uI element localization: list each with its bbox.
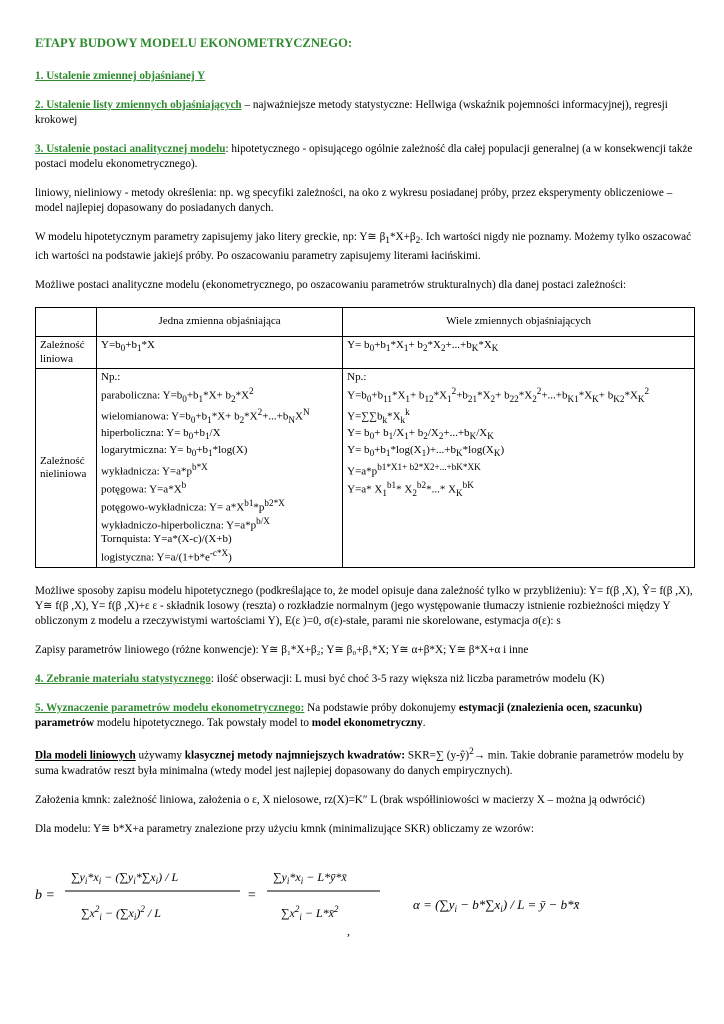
paragraph-analytic-forms: Możliwe postaci analityczne modelu (ekonometrycznego, po oszacowaniu parametrów strukturalnych) dla danej postaci zależności: [35, 279, 627, 292]
kmnk-formulas [35, 851, 695, 941]
step-2-heading: 2. Ustalenie listy zmiennych objaśniających [35, 99, 242, 111]
model-forms-table [35, 307, 695, 568]
params-text-c: . Ich wartości nigdy nie poznamy. Możemy tylko oszacować ich wartości na podstawie jakiejś próby. Po oszacowaniu parametry zapisujemy literami łacińskimi. [35, 231, 692, 263]
step-5-text-3: . [422, 717, 426, 730]
np-label-2: Np.: [347, 371, 367, 384]
step-3-text: : hipotetycznego - opisującego ogólnie zależność dla całej populacji generalnej (a w konsekwencji także postaci modelu ekonometrycznego). [35, 143, 693, 170]
params-text-a: W modelu hipotetycznym parametry zapisujemy jako litery greckie, np: Y≅ β [35, 231, 386, 243]
kmnk-bold: klasycznej metody najmniejszych kwadratów: [184, 749, 406, 762]
step-4-text: : ilość obserwacji: L musi być choć 3-5 razy większa niż liczba parametrów modelu (K) [210, 673, 605, 686]
table-row-nonlinear [36, 369, 695, 568]
table-header-row [36, 308, 695, 337]
paragraph-linear-nonlinear: liniowy, nieliniowy - metody określenia: np. wg specyfiki zależności, na oko z wykresu posiadanej próby, przez eksperymenty obliczeniowe – model najlepiej dopasowany do posiadanych danych. [35, 187, 673, 214]
step-5-bold-2: model ekonometryczny [311, 717, 423, 730]
svg-text:∑yi*xi − L*ȳ*x̄: $\sum y_i*x_i$ − L*ȳ*x̄ [273, 869, 347, 886]
row-label-nonlinear: Zależność nieliniowa [36, 369, 97, 568]
svg-text:b =: b = [35, 887, 55, 903]
np-label: Np.: [101, 371, 121, 384]
step-2 [35, 98, 695, 128]
svg-text:=: = [247, 887, 257, 903]
paragraph-kmnk-assumptions: Założenia kmnk: zależność liniowa, założenia o ε, X nielosowe, rz(X)=K″ L (brak współliniowości w macierzy X – można ją odwrócić) [35, 793, 645, 806]
nonlinear-one-var-formulas: Np.: paraboliczna: $Y=b_0+b_1*X+ b_2*X^2$ wielomianowa: $Y=b_0+b_1*X+ b_2*X^2+...+b_NX^N$ hiperboliczna: $Y= b_0+b_1/X$ logarytmiczna: $Y= b_0+b_1*\log(X)$ wykładnicza: $Y=a*p^{b*X}$ potęgowa: $Y=a*X^b$ potęgowo-wykładnicza: $Y= a*X^{b1}*p^{b2*X}$ wykładniczo-hiperboliczna: $Y=a*p^{b/X}$ Tornquista: Y=a*(X-c)/(X+b) logistyczna: $Y=a/(1+b*e^{-c*X})$ [97, 369, 343, 568]
step-1-heading: 1. Ustalenie zmiennej objaśnianej Y [35, 70, 206, 82]
step-5 [35, 701, 695, 731]
svg-text:∑yi*xi − (∑yi*∑xi) / L: $\sum y_i*x_i - (\sum y_i*\sum x_i) / L$ [71, 869, 179, 886]
paragraph-model-formulas: Dla modelu: Y≅ b*X+a parametry znalezione przy użyciu kmnk (minimalizujące SKR) obliczamy ze wzorów: [35, 822, 534, 835]
step-5-text-2: modelu hipotetycznego. Tak powstały model to [94, 717, 312, 730]
params-text-b: *X+β [389, 231, 416, 243]
step-5-text-1: Na podstawie próby dokonujemy [304, 702, 459, 715]
step-5-heading: 5. Wyznaczenie parametrów modelu ekonometrycznego: [35, 702, 305, 715]
paragraph-kmnk: Dla modeli liniowych używamy klasycznej metody najmniejszych kwadratów: SKR=∑ (y-ŷ)$^2$→ min. Takie dobranie parametrów modelu by suma kwadratów reszt była minimalna (wtedy model jest najlepiej dopasowany do danych empirycznych). [35, 747, 684, 777]
kmnk-text-1: używamy [135, 749, 185, 762]
paragraph-notation: Możliwe sposoby zapisu modelu hipotetycznego (podkreślające to, że model opisuje dana zależność tylko w przybliżeniu): Y= f(β ,X), Ŷ= f(β ,X), Y≅ f(β ,X), Y= f(β ,X)+ε ε - składnik losowy (reszta) o rozkładzie normalnym (jego występowanie tłumaczy istnienie rozbieżności między Y obliczonym z modelu a rzeczywistymi wartościami Y), E(ε )=0, σ(ε)-stałe, parami nie skorelowane, estymacja σ(ε): s [35, 585, 693, 628]
step-4 [35, 672, 695, 687]
document-page [35, 36, 695, 941]
svg-text:α = (∑yi − b*∑xi) / L = ȳ − b*: $\alpha = (\sum y_i - b*\sum x_i) / L$ = ȳ − b*x̄ [413, 896, 580, 914]
paragraph-linear-notations: Zapisy parametrów liniowego (różne konwencje): Y≅ β₁*X+β₂; Y≅ β₀+β₁*X; Y≅ α+β*X; Y≅ β*X+α i inne [35, 644, 529, 657]
step-2-text: – najważniejsze metody statystyczne: Hellwiga (wskaźnik pojemności informacyjnej), regresji krokowej [35, 99, 668, 126]
table-corner-cell [36, 308, 97, 337]
kmnk-underlined: Dla modeli liniowych [35, 749, 136, 762]
paragraph-greek-params: W modelu hipotetycznym parametry zapisujemy jako litery greckie, np: Y≅ $\beta_1*X+\beta_2$. Ich wartości nigdy nie poznamy. Możemy tylko oszacować ich wartości na podstawie jakiejś próby. Po oszacowaniu parametry zapisujemy literami łacińskimi. [35, 231, 692, 263]
table-row-linear [36, 337, 695, 369]
svg-text:,: , [347, 923, 350, 938]
step-3 [35, 142, 695, 172]
step-1 [35, 69, 695, 84]
col-one-variable: Jedna zmienna objaśniająca [97, 308, 343, 337]
svg-text:∑x2i − (∑xi)2 / L: $\sum x^2_i - (\sum x_i)^2 / L$ [81, 903, 161, 922]
linear-many-var-formula: $Y= b_0+b_1*X_1+ b_2*X_2+...+b_K*X_K$ [343, 337, 695, 369]
step-5-bold-1: estymacji (znalezienia ocen, szacunku) parametrów [35, 702, 643, 730]
step-3-heading: 3. Ustalenie postaci analitycznej modelu [35, 143, 226, 155]
svg-text:∑x2i − L*x̄2: $\sum x^2_i$ − L*x̄$^2$ [281, 903, 339, 922]
nonlinear-many-var-formulas: Np.: $Y=b_0+b_{11}*X_1+ b_{12}*X_1^2+b_{21}*X_2+ b_{22}*X_2^2+...+b_{K1}*X_K+ b_{K2}*X_K^2$ $Y=\sum\sum b_k*X_k^k$ $Y= b_0+ b_1/X_1+ b_2/X_2+...+b_K/X_K$ $Y= b_0+b_1*\log(X_1)+...+b_K*\log(X_K)$ $Y=a*p^{b1*X1+ b2*X2+...+bK*XK}$ Y=a* $X_1^{b1}*$ $X_2^{b2}*...*$ $X_K^{bK}$ [343, 369, 695, 568]
kmnk-text-2: SKR=∑ (y-ŷ) [405, 749, 470, 762]
row-label-linear: Zależność liniowa [36, 337, 97, 369]
kmnk-text-3: → min. Takie dobranie parametrów modelu by suma kwadratów reszt była minimalna (wtedy model jest najlepiej dopasowany do danych empirycznych). [35, 749, 684, 777]
linear-one-var-formula: $Y=b_0+b_1*X$ [97, 337, 343, 369]
col-many-variables: Wiele zmiennych objaśniających [343, 308, 695, 337]
formula-image [35, 851, 695, 941]
step-4-heading: 4. Zebranie materiału statystycznego [35, 673, 211, 686]
document-title: ETAPY BUDOWY MODELU EKONOMETRYCZNEGO: [35, 36, 353, 50]
